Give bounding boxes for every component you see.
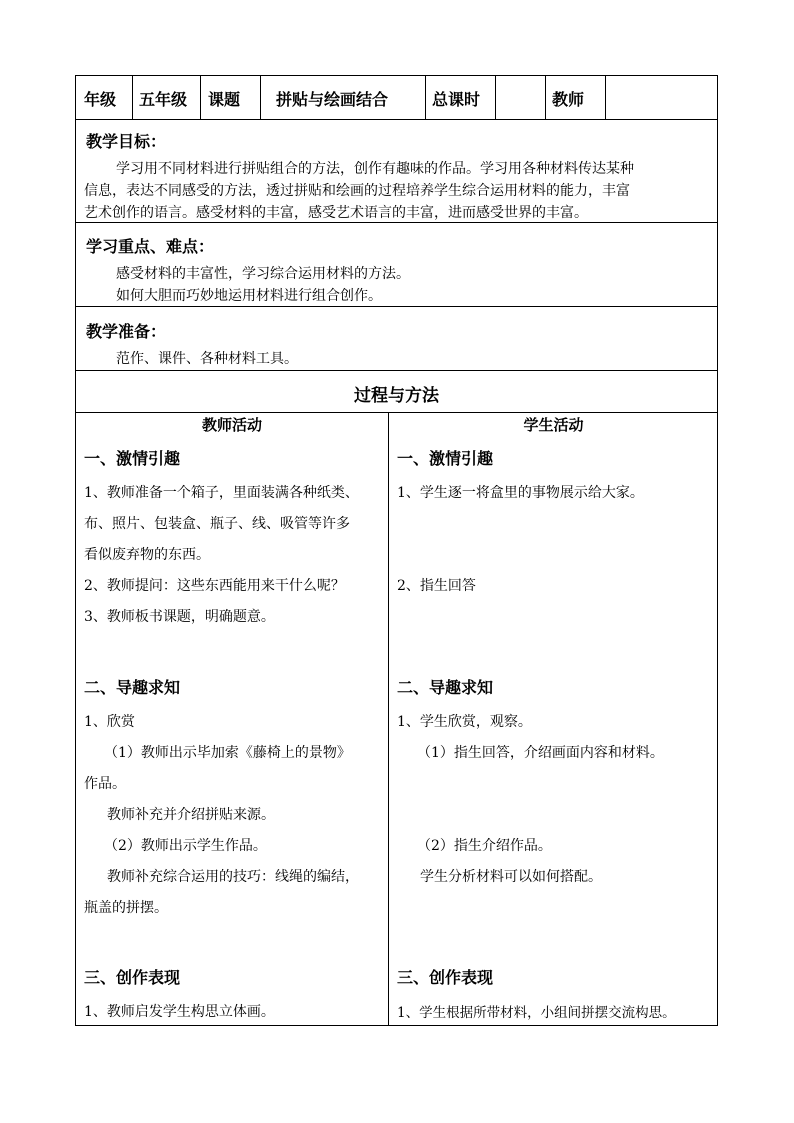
- topic-label: 课题: [208, 90, 241, 109]
- teacher-line: 瓶盖的拼摆。: [84, 900, 168, 916]
- teacher-line: 布、照片、包装盒、瓶子、线、吸管等许多: [84, 516, 350, 532]
- col-divider: [545, 76, 546, 119]
- teacher-line: 2、教师提问：这些东西能用来干什么呢？: [84, 578, 345, 594]
- student-line: （2）指生介绍作品。: [417, 838, 552, 854]
- teacher-step-1-title: 一、激情引趣: [84, 449, 181, 468]
- teacher-activity-head: 教师活动: [201, 416, 262, 434]
- student-line: 1、学生欣赏，观察。: [397, 714, 532, 730]
- student-line: 1、学生根据所带材料，小组间拼摆交流构思。: [397, 1005, 676, 1021]
- teacher-step-2-title: 二、导趣求知: [84, 678, 181, 697]
- topic-value: 拼贴与绘画结合: [276, 90, 389, 109]
- student-activity-head: 学生活动: [523, 416, 584, 434]
- row-divider: [76, 412, 717, 413]
- teacher-line: 看似废弃物的东西。: [84, 547, 210, 563]
- objectives-title: 教学目标：: [86, 132, 167, 151]
- student-line: 1、学生逐一将盒里的事物展示给大家。: [397, 485, 644, 501]
- row-divider: [76, 119, 717, 120]
- objectives-line: 学习用不同材料进行拼贴组合的方法，创作有趣味的作品。学习用各种材料传达某种: [116, 161, 634, 177]
- student-step-3-title: 三、创作表现: [397, 968, 494, 987]
- col-divider: [425, 76, 426, 119]
- objectives-line: 艺术创作的语言。感受材料的丰富，感受艺术语言的丰富，进而感受世界的丰富。: [84, 205, 588, 221]
- grade-label: 年级: [84, 90, 117, 109]
- teacher-line: 1、欣赏: [84, 714, 135, 730]
- student-step-1-title: 一、激情引趣: [397, 449, 494, 468]
- preparation-title: 教学准备：: [86, 322, 167, 341]
- col-divider: [260, 76, 261, 119]
- teacher-line: 1、教师启发学生构思立体画。: [84, 1004, 275, 1020]
- teacher-step-3-title: 三、创作表现: [84, 968, 181, 987]
- teacher-label: 教师: [552, 90, 585, 109]
- student-step-2-title: 二、导趣求知: [397, 678, 494, 697]
- preparation-line: 范作、课件、各种材料工具。: [116, 351, 298, 367]
- hours-label: 总课时: [432, 90, 481, 109]
- lesson-plan-table: [75, 75, 718, 1026]
- teacher-line: 作品。: [84, 776, 126, 792]
- student-line: 2、指生回答: [397, 578, 476, 594]
- key-points-line: 如何大胆而巧妙地运用材料进行组合创作。: [116, 288, 382, 304]
- row-divider: [76, 370, 717, 371]
- col-divider: [200, 76, 201, 119]
- key-points-line: 感受材料的丰富性，学习综合运用材料的方法。: [116, 266, 410, 282]
- student-line: （1）指生回答，介绍画面内容和材料。: [417, 745, 664, 761]
- key-points-title: 学习重点、难点：: [86, 237, 215, 256]
- col-divider: [495, 76, 496, 119]
- teacher-line: 教师补充综合运用的技巧：线绳的编结，: [107, 869, 359, 885]
- teacher-line: 3、教师板书课题，明确题意。: [84, 609, 275, 625]
- col-divider: [605, 76, 606, 119]
- student-line: 学生分析材料可以如何搭配。: [420, 869, 602, 885]
- process-title: 过程与方法: [354, 386, 439, 406]
- teacher-line: （1）教师出示毕加索《藤椅上的景物》: [104, 745, 351, 761]
- teacher-line: 教师补充并介绍拼贴来源。: [107, 807, 275, 823]
- objectives-line: 信息，表达不同感受的方法，透过拼贴和绘画的过程培养学生综合运用材料的能力，丰富: [84, 183, 630, 199]
- activity-col-divider: [388, 412, 389, 1025]
- col-divider: [132, 76, 133, 119]
- grade-value: 五年级: [139, 90, 188, 109]
- teacher-line: （2）教师出示学生作品。: [104, 838, 267, 854]
- teacher-line: 1、教师准备一个箱子，里面装满各种纸类、: [84, 485, 359, 501]
